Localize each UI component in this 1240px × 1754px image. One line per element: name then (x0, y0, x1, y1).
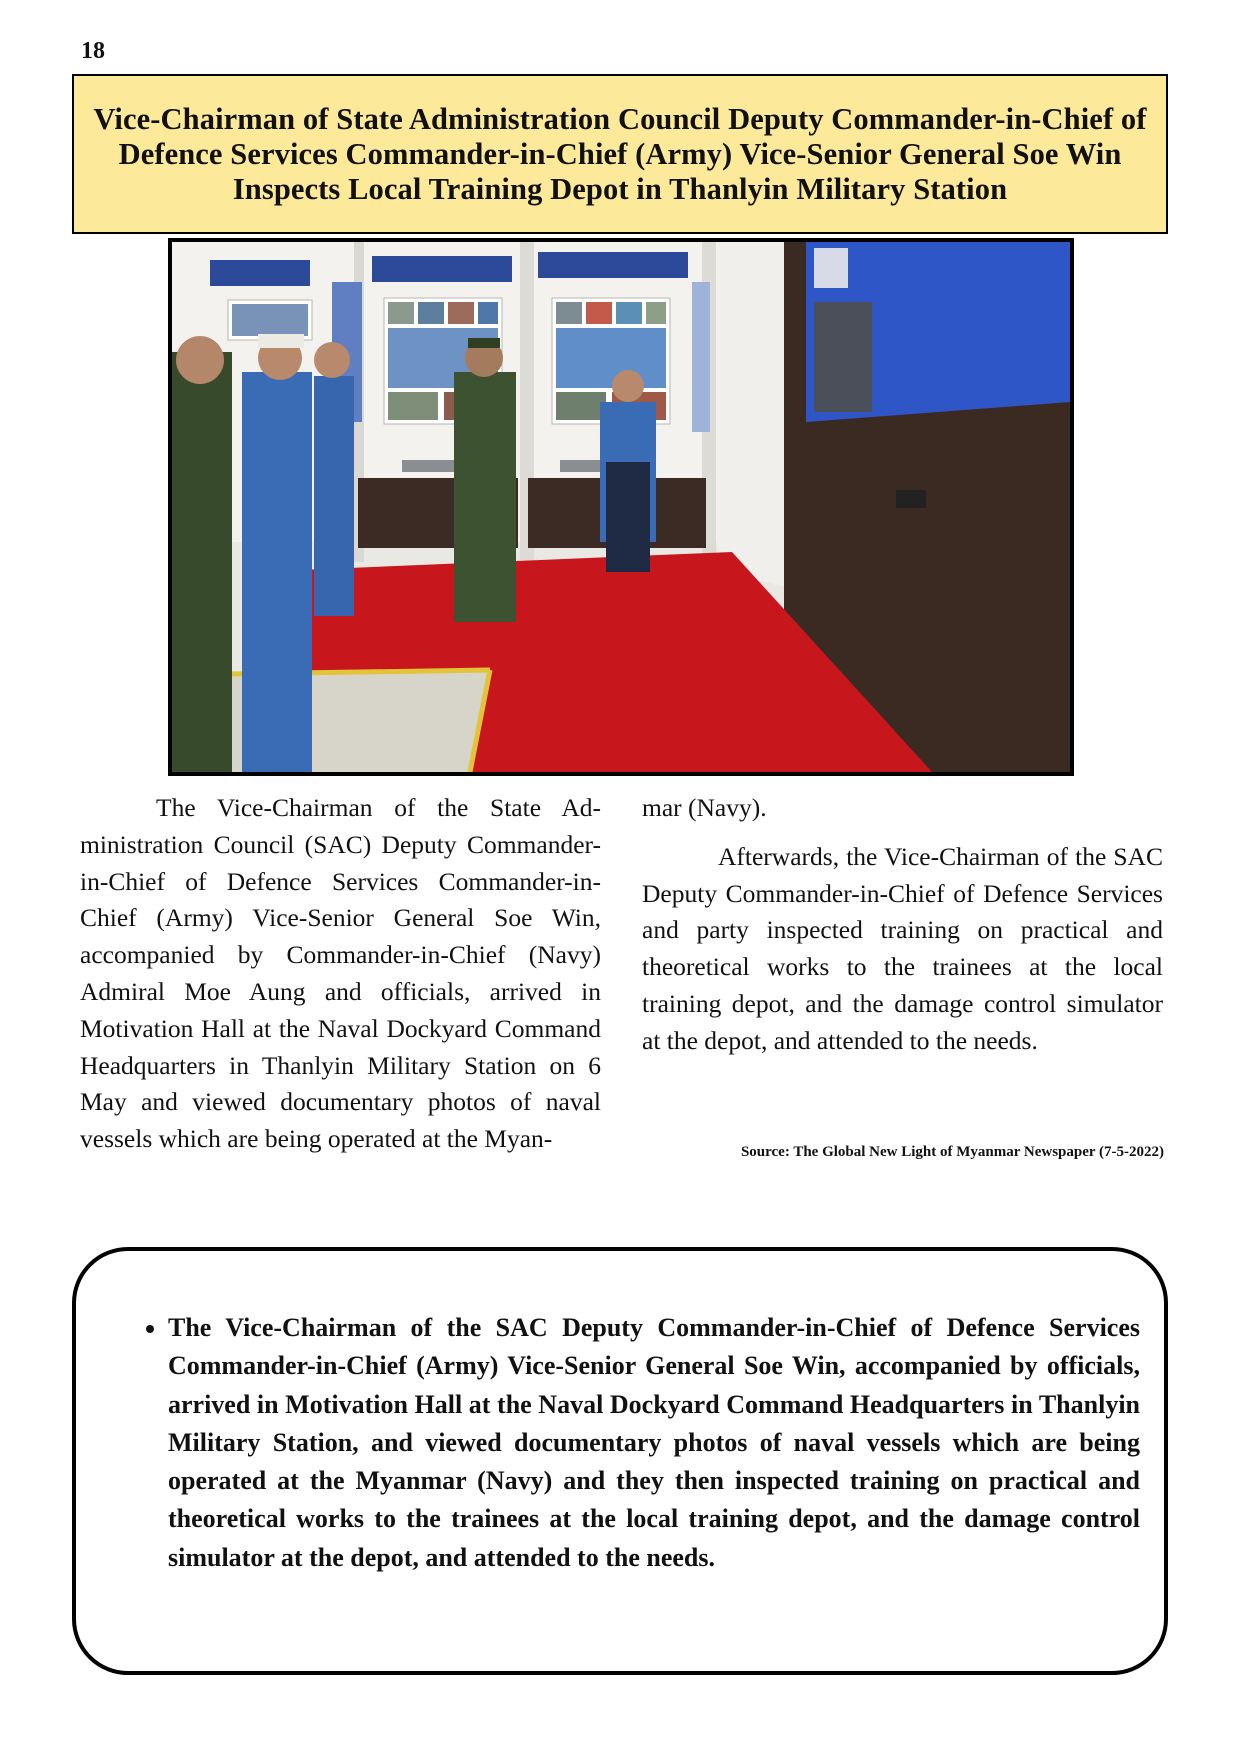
screen-video (814, 302, 872, 412)
control-panel (896, 490, 926, 508)
summary-box (72, 1247, 1168, 1675)
headline: Vice-Chairman of State Administration Council Deputy Commander-in-Chief of Defence Services Commander-in-Chief (Army) Vice-Senior General Soe Win Inspects Local Training Depot in Thanlyin Military Station (93, 101, 1147, 206)
article-paragraph: The Vice-Chairman of the State Administration Council (SAC) Deputy Commander-in-Chief of Defence Services Commander-in-Chief (Army) Vice-Senior General Soe Win, accompanied by Commander-in-Chief (Navy) Admiral Moe Aung and officials, arrived in Motivation Hall at the Naval Dockyard Command Headquarters in Thanlyin Military Station on 6 May and viewed documentary photos of naval vessels which are being operated at the Myan- (80, 793, 601, 1154)
exhibit-banner (372, 256, 512, 282)
page-number: 18 (81, 38, 105, 64)
ship-photo (556, 328, 666, 388)
officer-navy (242, 372, 312, 772)
source-citation: Source: The Global New Light of Myanmar Newspaper (7-5-2022) (740, 1144, 1164, 1160)
article-paragraph: Afterwards, the Vice-Chairman of the SAC Deputy Commander-in-Chief of Defence Services and party inspected training on practical and theoretical works to the trainees at the local training depot, and the damage control simulator at the depot, and attended to the needs. (642, 841, 1163, 1055)
side-banner (692, 282, 710, 432)
article-continuation: mar (Navy). (642, 793, 767, 822)
summary-bullet: • The Vice-Chairman of the SAC Deputy Commander-in-Chief of Defence Services Commander-in-Chief (Army) Vice-Senior General Soe Win, accompanied by officials, arrived in Motivation Hall at the Naval Dockyard Command Headquarters in Thanlyin Military Station, and viewed documentary photos of naval vessels which are being operated at the Myanmar (Navy) and they then inspected training on practical and theoretical works to the trainees at the local training depot, and the damage control simulator at the depot, and attended to the needs. (168, 1309, 1140, 1577)
exhibition-hall-illustration (172, 242, 1070, 772)
exhibit-banner (210, 260, 310, 286)
general-army (454, 372, 516, 622)
headline-box (72, 74, 1168, 234)
article-right-column (642, 790, 1163, 1060)
exhibit-banner (538, 252, 688, 278)
officer-navy (314, 376, 354, 616)
officer-army (172, 352, 232, 772)
summary-list (102, 1309, 1140, 1577)
news-photo (168, 238, 1074, 776)
article-left-column (80, 790, 601, 1158)
